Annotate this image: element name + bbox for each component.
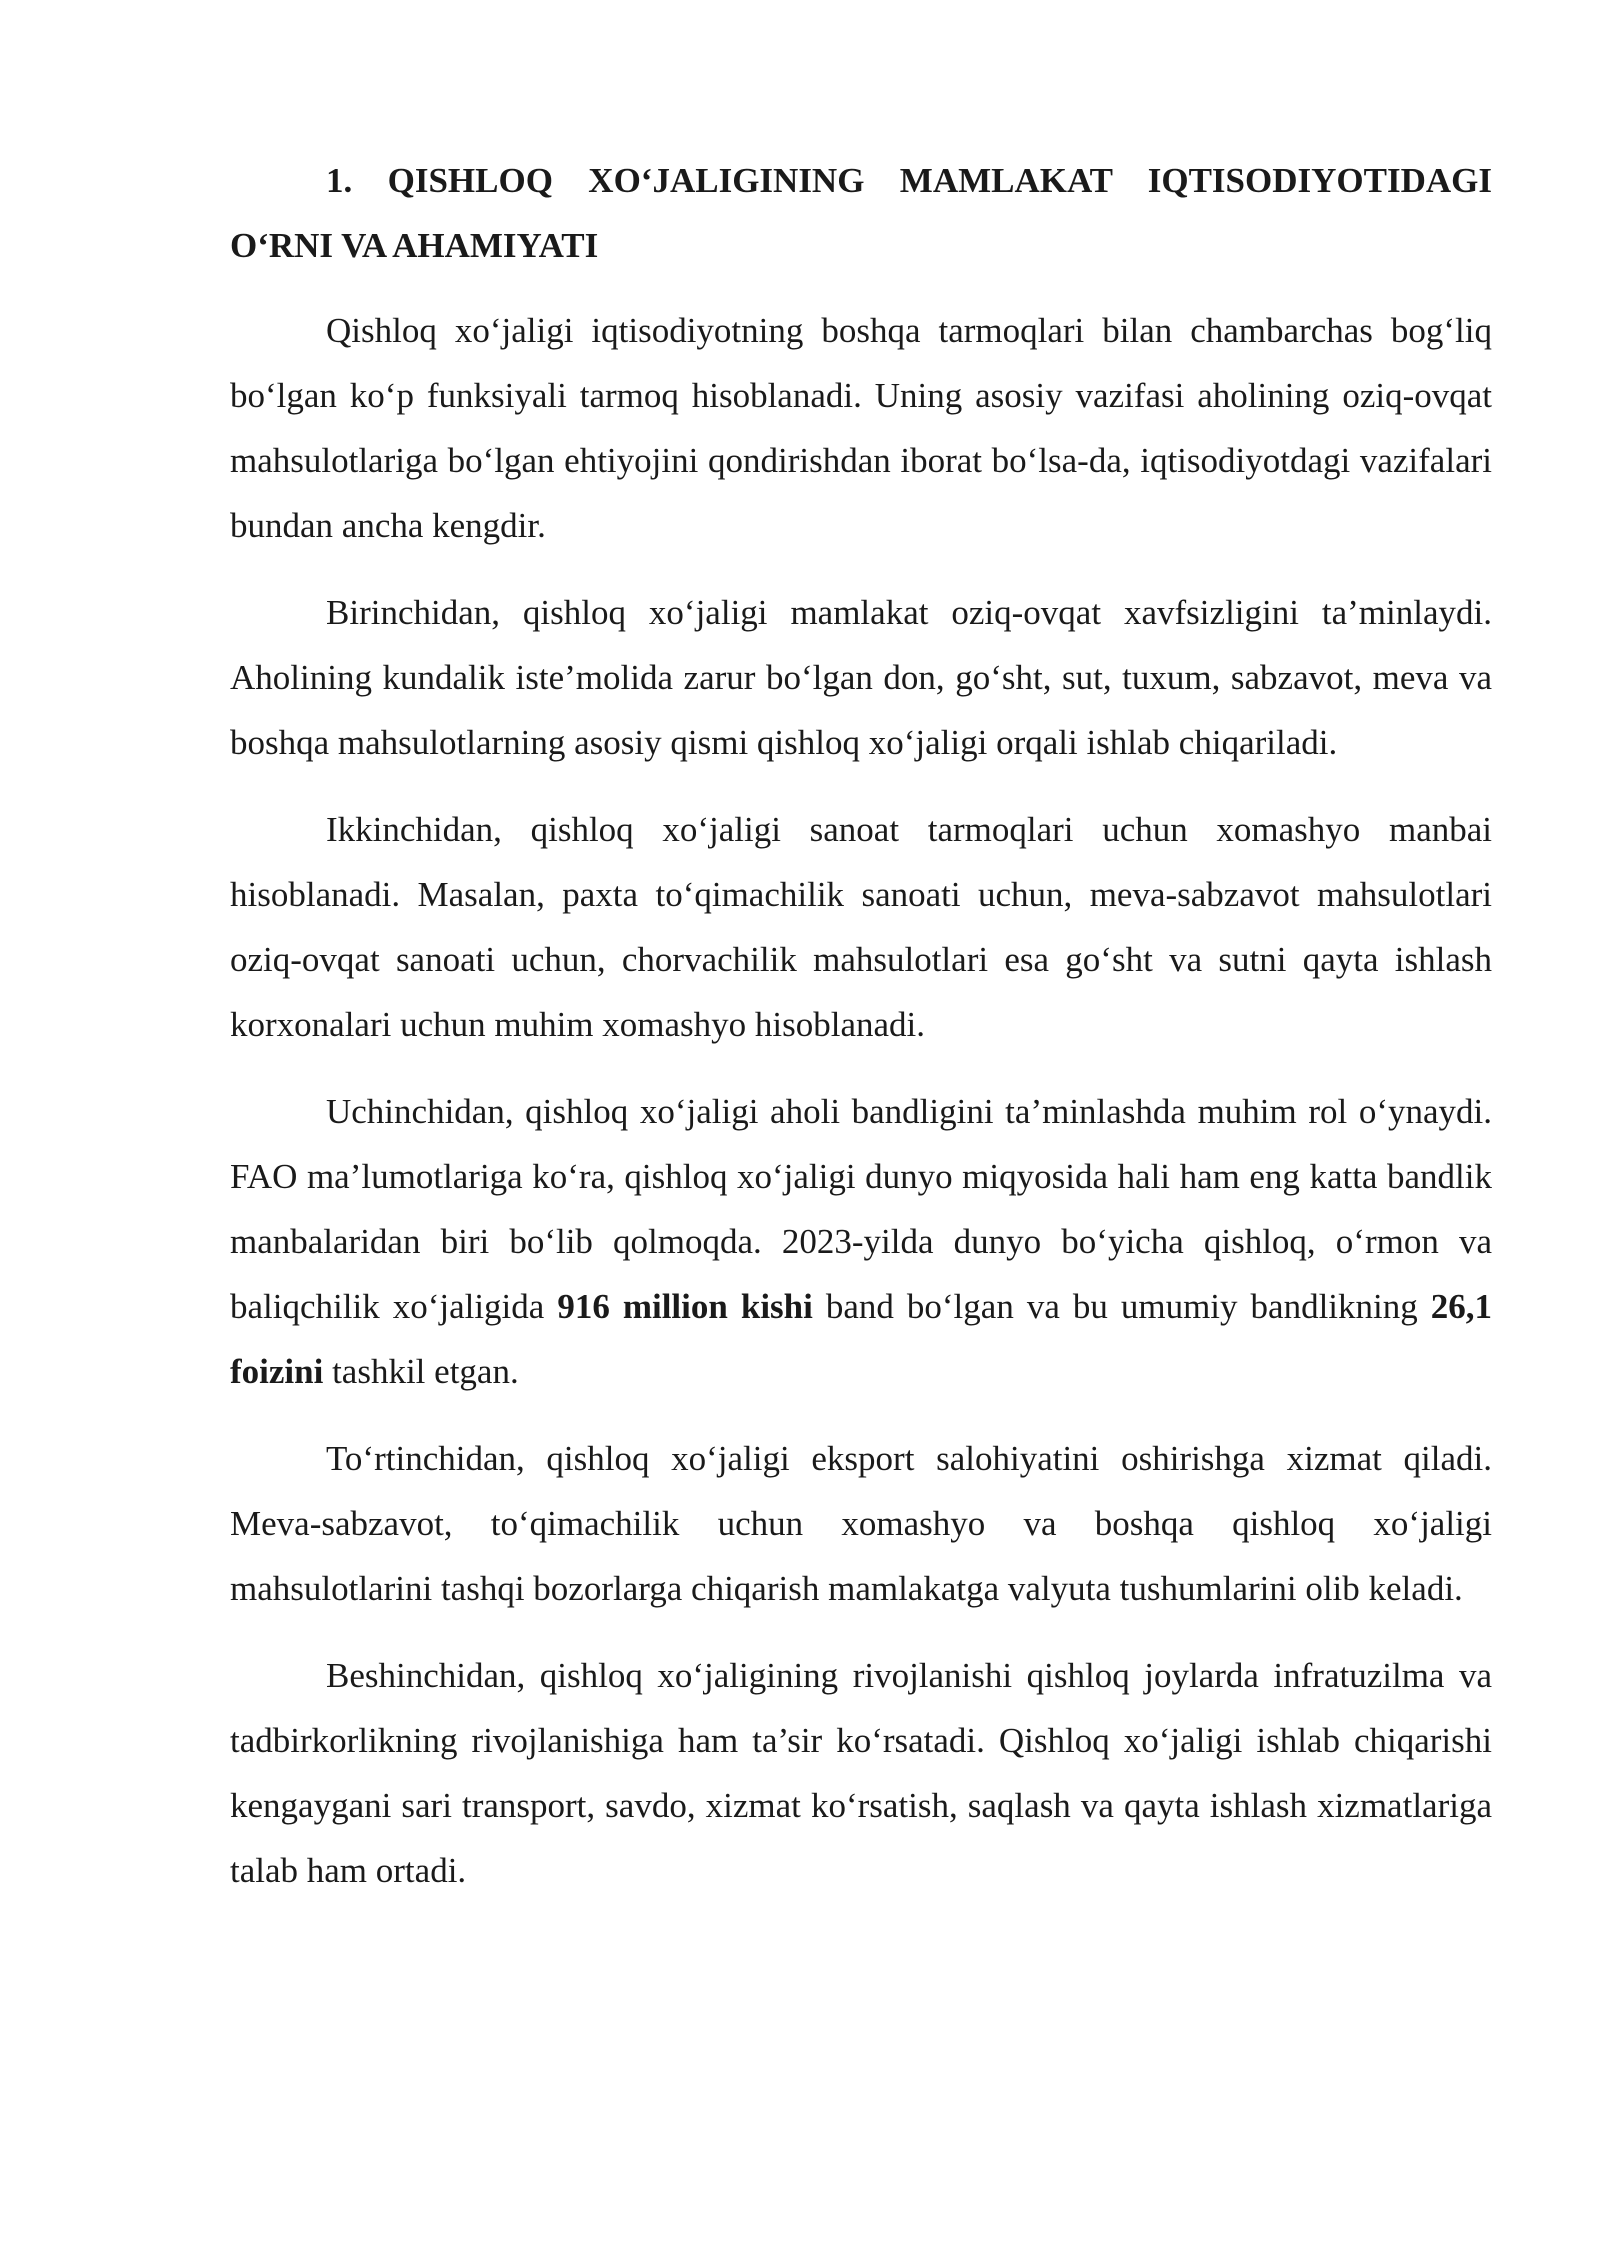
section-heading: 1. QISHLOQ XO‘JALIGINING MAMLAKAT IQTISODIYOTIDAGI O‘RNI VA AHAMIYATI — [230, 161, 1492, 265]
document-body — [230, 148, 1492, 1925]
paragraph-third-point — [230, 1079, 1492, 1404]
paragraph-intro: Qishloq xo‘jaligi iqtisodiyotning boshqa tarmoqlari bilan chambarchas bog‘liq bo‘lgan ko‘p funksiyali tarmoq hisoblanadi. Uning asosiy vazifasi aholining oziq-ovqat mahsulotlariga bo‘lgan ehtiyojini qondirishdan iborat bo‘lsa-da, iqtisodiyotdagi vazifalari bundan ancha kengdir. — [230, 311, 1492, 545]
paragraph-fourth-point: To‘rtinchidan, qishloq xo‘jaligi eksport salohiyatini oshirishga xizmat qiladi. Meva-sabzavot, to‘qimachilik uchun xomashyo va boshqa qishloq xo‘jaligi mahsulotlarini tashqi bozorlarga chiqarish mamlakatga valyuta tushumlarini olib keladi. — [230, 1439, 1492, 1608]
paragraph-third-text-2: band bo‘lgan va bu umumiy bandlikning — [812, 1287, 1431, 1326]
paragraph-third-text-1: Uchinchidan, qishloq xo‘jaligi aholi bandligini ta’minlashda muhim rol o‘ynaydi. FAO ma’lumotlariga ko‘ra, qishloq xo‘jaligi dunyo miqyosida hali ham eng katta bandlik manbalaridan biri bo‘lib qolmoqda. 2023-yilda dunyo bo‘yicha qishloq, o‘rmon va baliqchilik xo‘jaligida — [230, 1092, 1492, 1326]
paragraph-second-point: Ikkinchidan, qishloq xo‘jaligi sanoat tarmoqlari uchun xomashyo manbai hisoblanadi. Masalan, paxta to‘qimachilik sanoati uchun, meva-sabzavot mahsulotlari oziq-ovqat sanoati uchun, chorvachilik mahsulotlari esa go‘sht va sutni qayta ishlash korxonalari uchun muhim xomashyo hisoblanadi. — [230, 810, 1492, 1044]
paragraph-fifth-point: Beshinchidan, qishloq xo‘jaligining rivojlanishi qishloq joylarda infratuzilma va tadbirkorlikning rivojlanishiga ham ta’sir ko‘rsatadi. Qishloq xo‘jaligi ishlab chiqarishi kengaygani sari transport, savdo, xizmat ko‘rsatish, saqlash va qayta ishlash xizmatlariga talab ham ortadi. — [230, 1656, 1492, 1890]
highlight-employment-count: 916 million kishi — [557, 1287, 813, 1326]
highlight-employment-share: 26,1 foizini — [230, 1287, 1492, 1391]
paragraph-third-text-3: tashkil etgan. — [323, 1352, 519, 1391]
paragraph-first-point: Birinchidan, qishloq xo‘jaligi mamlakat oziq-ovqat xavfsizligini ta’minlaydi. Aholining kundalik iste’molida zarur bo‘lgan don, go‘sht, sut, tuxum, sabzavot, meva va boshqa mahsulotlarning asosiy qismi qishloq xo‘jaligi orqali ishlab chiqariladi. — [230, 593, 1492, 762]
